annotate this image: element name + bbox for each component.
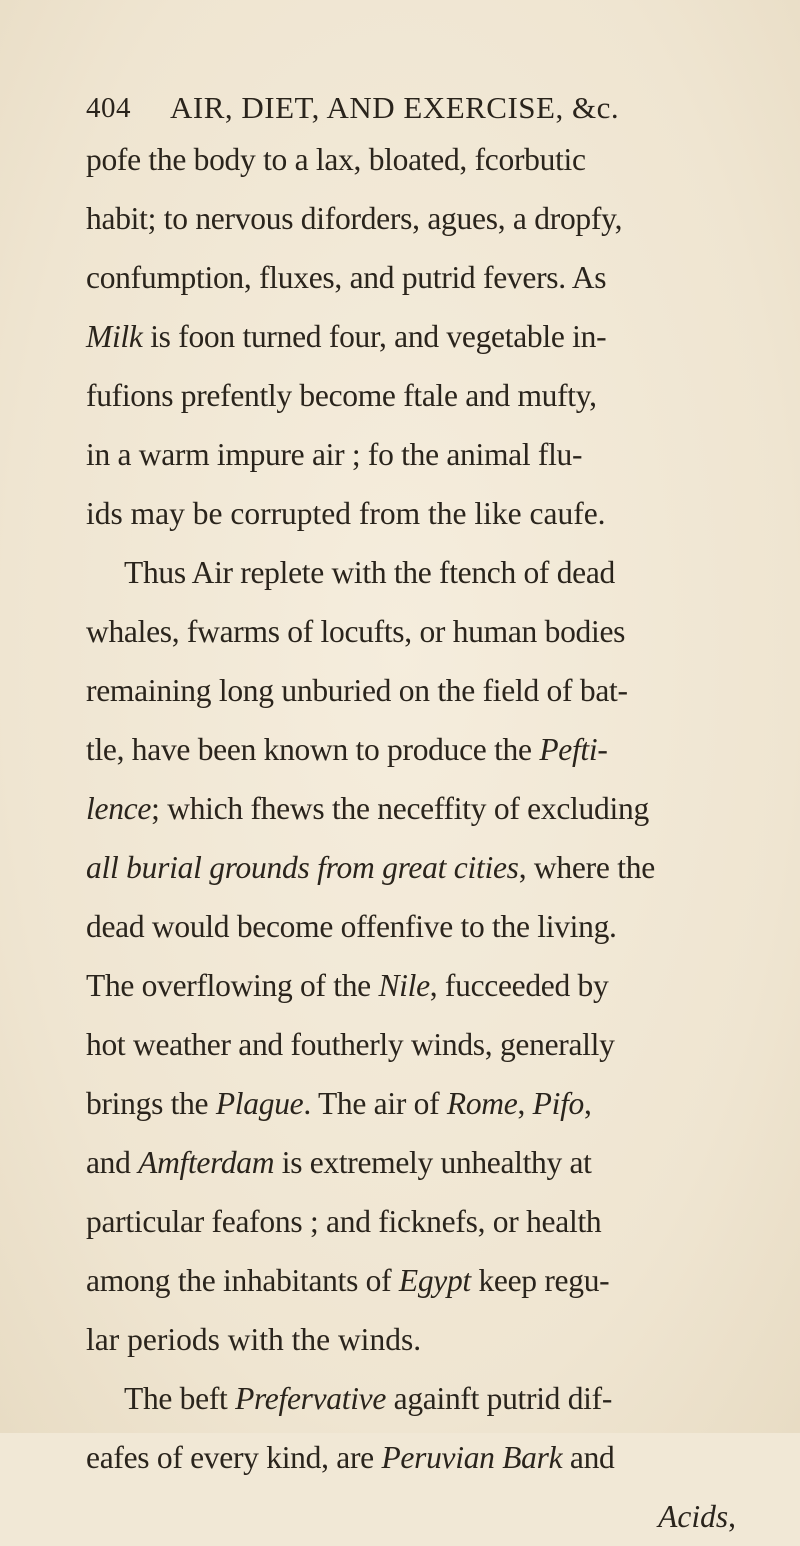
text-line bbox=[86, 1310, 736, 1369]
text-line bbox=[86, 1133, 736, 1192]
text-run: againft putrid dif- bbox=[386, 1381, 613, 1416]
text-line bbox=[86, 779, 736, 838]
italic-text: Pefti- bbox=[539, 732, 608, 767]
text-line bbox=[86, 897, 736, 956]
text-run: and bbox=[86, 1145, 139, 1180]
text-run: particular feafons ; and ficknefs, or health bbox=[86, 1204, 602, 1239]
text-line bbox=[86, 484, 736, 543]
text-run: whales, fwarms of locufts, or human bodies bbox=[86, 614, 626, 649]
text-run: Thus Air replete with the ftench of dead bbox=[124, 555, 615, 590]
text-run: is extremely unhealthy at bbox=[274, 1145, 592, 1180]
text-line bbox=[86, 1487, 736, 1546]
text-run: in a warm impure air ; fo the animal flu- bbox=[86, 437, 583, 472]
italic-text: Prefervative bbox=[235, 1381, 387, 1416]
text-line bbox=[86, 189, 736, 248]
italic-text: lence bbox=[86, 791, 152, 826]
text-run: , fucceeded by bbox=[429, 968, 609, 1003]
text-run: habit; to nervous diforders, agues, a dropfy, bbox=[86, 201, 623, 236]
italic-text: Milk bbox=[86, 319, 143, 354]
text-run: pofe the body to a lax, bloated, fcorbutic bbox=[86, 142, 586, 177]
text-line bbox=[86, 838, 736, 897]
text-run: , bbox=[728, 1499, 736, 1534]
text-run: dead would become offenfive to the living. bbox=[86, 909, 617, 944]
text-run: The overflowing of the bbox=[86, 968, 379, 1003]
text-line bbox=[86, 602, 736, 661]
italic-text: Peruvian Bark bbox=[381, 1440, 563, 1475]
italic-text: Nile bbox=[378, 968, 430, 1003]
italic-text: Amfterdam bbox=[138, 1145, 275, 1180]
text-run: . The air of bbox=[303, 1086, 447, 1121]
text-line bbox=[86, 366, 736, 425]
body-text bbox=[86, 130, 736, 1546]
text-run: ids may be corrupted from the like caufe. bbox=[86, 496, 606, 531]
text-line bbox=[86, 1015, 736, 1074]
italic-text: all burial grounds from great cities bbox=[86, 850, 519, 885]
running-title: AIR, DIET, AND EXERCISE, &c. bbox=[170, 90, 620, 125]
text-run: , bbox=[584, 1086, 592, 1121]
running-header bbox=[86, 78, 726, 128]
text-line bbox=[86, 661, 736, 720]
text-run: and bbox=[562, 1440, 615, 1475]
italic-text: Plague bbox=[215, 1086, 304, 1121]
text-run: is foon turned four, and vegetable in- bbox=[142, 319, 607, 354]
text-run: hot weather and foutherly winds, generally bbox=[86, 1027, 615, 1062]
italic-text: Egypt bbox=[398, 1263, 471, 1298]
text-line bbox=[86, 1428, 736, 1487]
text-line bbox=[86, 425, 736, 484]
text-run: keep regu- bbox=[470, 1263, 610, 1298]
text-run: remaining long unburied on the field of bat- bbox=[86, 673, 628, 708]
text-line bbox=[86, 956, 736, 1015]
italic-text: Rome bbox=[446, 1086, 518, 1121]
italic-text: Acids bbox=[658, 1499, 729, 1534]
text-run: fufions prefently become ftale and mufty, bbox=[86, 378, 597, 413]
text-line bbox=[86, 543, 736, 602]
text-run: eafes of every kind, are bbox=[86, 1440, 382, 1475]
text-run: , bbox=[517, 1086, 533, 1121]
text-line bbox=[86, 1369, 736, 1428]
italic-text: Pifo bbox=[532, 1086, 585, 1121]
text-run: , where the bbox=[518, 850, 655, 885]
text-run: lar periods with the winds. bbox=[86, 1322, 422, 1357]
text-run: confumption, fluxes, and putrid fevers. As bbox=[86, 260, 607, 295]
text-run: ; which fhews the neceffity of excluding bbox=[151, 791, 649, 826]
text-line bbox=[86, 130, 736, 189]
text-run: tle, have been known to produce the bbox=[86, 732, 540, 767]
text-run: brings the bbox=[86, 1086, 216, 1121]
text-line bbox=[86, 1192, 736, 1251]
text-line bbox=[86, 1074, 736, 1133]
page-number: 404 bbox=[86, 92, 131, 124]
text-run: The beft bbox=[124, 1381, 236, 1416]
text-line bbox=[86, 720, 736, 779]
text-line bbox=[86, 1251, 736, 1310]
text-line bbox=[86, 307, 736, 366]
text-line bbox=[86, 248, 736, 307]
text-run: among the inhabitants of bbox=[86, 1263, 399, 1298]
